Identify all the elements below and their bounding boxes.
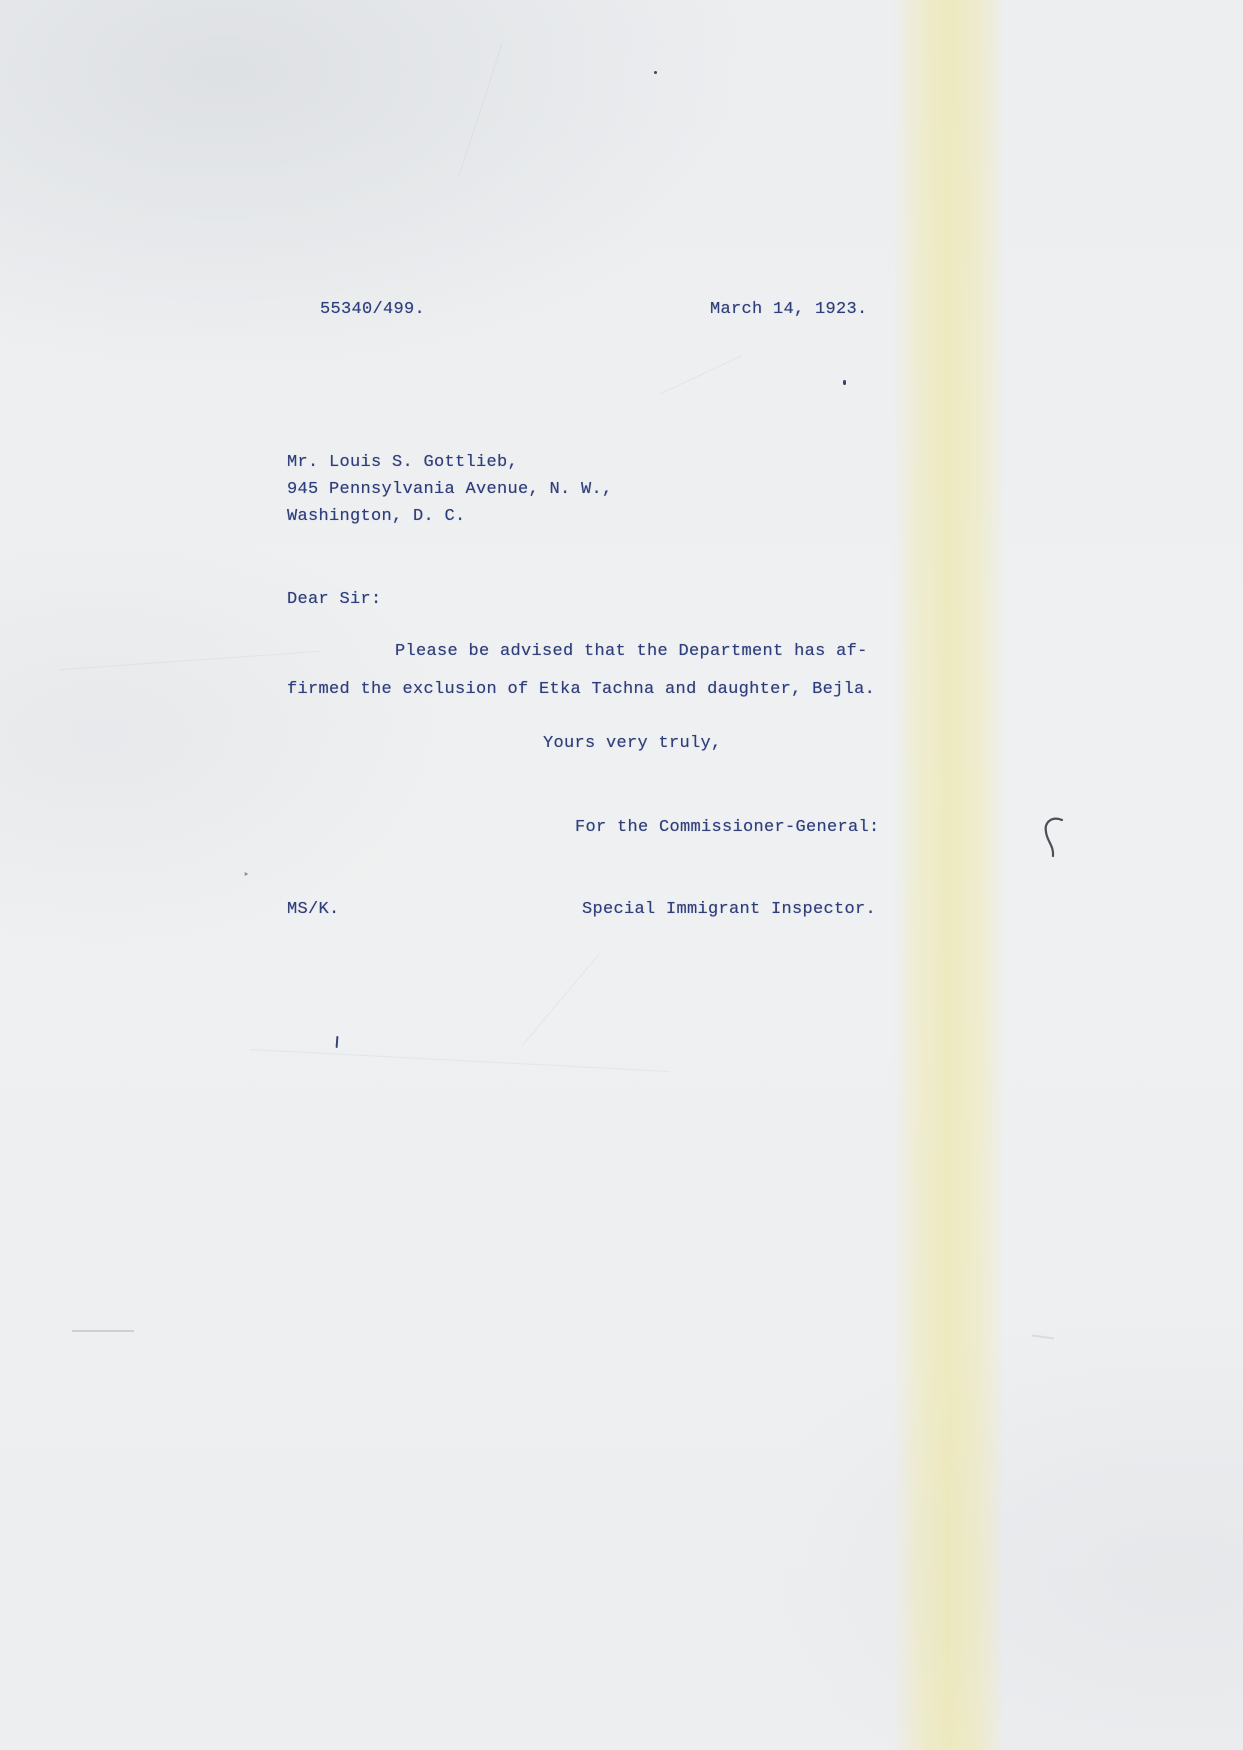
scanner-artifact-line	[72, 1330, 134, 1332]
salutation: Dear Sir:	[287, 590, 382, 609]
date-line: March 14, 1923.	[710, 300, 868, 319]
pen-hook-mark	[1032, 814, 1072, 862]
reference-number: 55340/499.	[320, 300, 426, 319]
recipient-name: Mr. Louis S. Gottlieb,	[287, 453, 519, 472]
paper-crease	[522, 954, 600, 1047]
ink-tick-mark	[336, 1036, 339, 1048]
ink-speck	[654, 71, 657, 74]
aged-yellow-stain	[893, 0, 1005, 1750]
typist-initials: MS/K.	[287, 900, 340, 919]
signature-title: Special Immigrant Inspector.	[582, 900, 877, 919]
authority-line: For the Commissioner-General:	[575, 818, 880, 837]
faint-pencil-mark: ‣	[243, 870, 250, 882]
paper-crease	[660, 356, 742, 395]
body-line-2: firmed the exclusion of Etka Tachna and daughter, Bejla.	[287, 680, 876, 699]
paper-crease	[458, 43, 502, 176]
ink-speck	[843, 380, 846, 385]
recipient-address-line2: Washington, D. C.	[287, 507, 466, 526]
body-line-1: Please be advised that the Department has af-	[395, 642, 868, 661]
paper-crease	[250, 1049, 669, 1072]
scanner-artifact-line	[1032, 1334, 1054, 1339]
paper-crease	[60, 651, 319, 670]
recipient-address-line1: 945 Pennsylvania Avenue, N. W.,	[287, 480, 613, 499]
closing-line: Yours very truly,	[543, 734, 722, 753]
